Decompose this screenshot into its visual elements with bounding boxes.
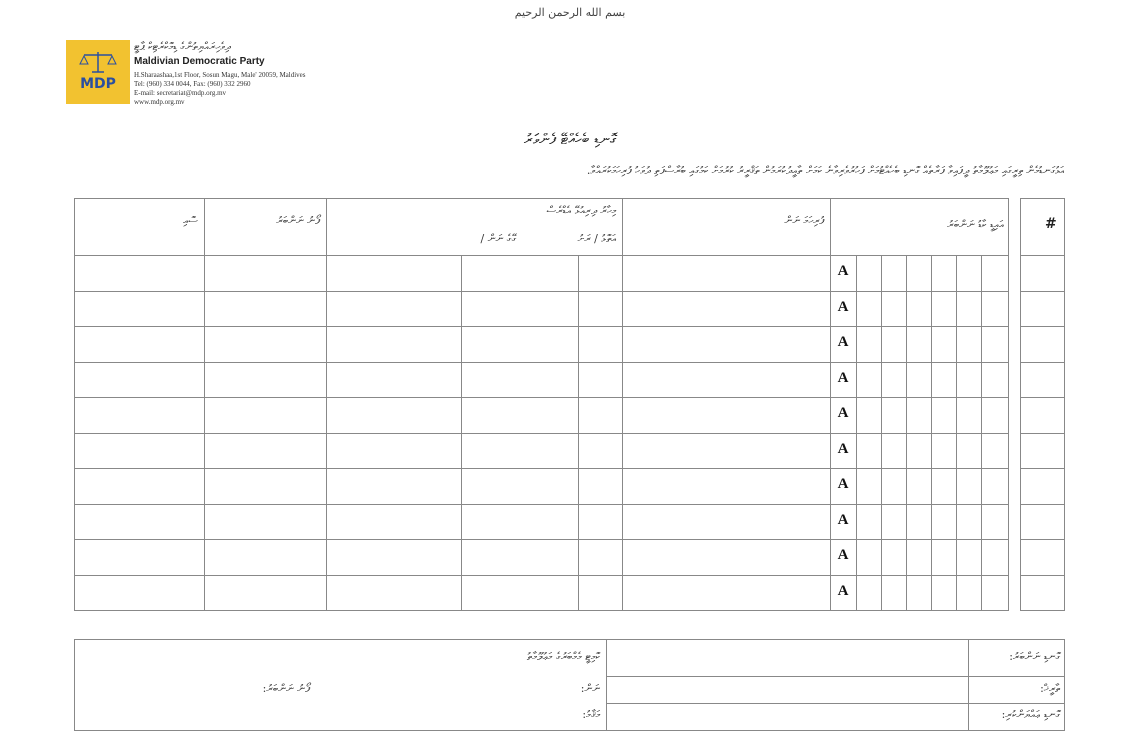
footer-phone-label: ފޯނު ނަންބަރު:	[262, 682, 310, 695]
footer-name-label: ނަން:	[580, 682, 600, 695]
footer-border	[74, 639, 75, 730]
row-line	[74, 362, 1009, 363]
scales-icon	[78, 50, 118, 74]
id-prefix-marker: A	[837, 405, 849, 421]
footer-row-line	[606, 703, 1065, 704]
id-prefix-marker: A	[837, 476, 849, 492]
footer-border	[1064, 639, 1065, 730]
table-border	[74, 610, 1009, 611]
logo-text: MDP	[80, 76, 116, 92]
row-line	[1020, 291, 1065, 292]
org-address: H.Sharaashaa,1st Floor, Sosun Magu, Male' 20059, Maldives	[134, 71, 306, 79]
row-line	[1020, 326, 1065, 327]
org-email: E-mail: secretariat@mdp.org.mv	[134, 89, 227, 97]
table-border	[74, 198, 75, 610]
row-line	[1020, 539, 1065, 540]
header-house-name: ގޭގެ ނަން /	[480, 232, 516, 245]
row-line	[74, 326, 1009, 327]
id-prefix-marker: A	[837, 369, 849, 386]
footer-border	[74, 639, 1065, 640]
column-divider	[622, 198, 623, 610]
table-border	[74, 198, 1009, 199]
id-prefix-marker: A	[837, 263, 849, 279]
row-line	[74, 468, 1009, 469]
number-col-border	[1020, 198, 1065, 199]
number-col-border	[1020, 198, 1021, 610]
org-header	[134, 40, 394, 107]
org-name-dhivehi: ދިވެހިރައްޔިތުންގެ ޑިމޮކްރެޓިކް ޕާޓީ	[134, 40, 231, 53]
row-line	[1020, 468, 1065, 469]
header-id-card: އައިޑީ ކާޑު ނަންބަރު	[947, 218, 1004, 231]
row-line	[74, 539, 1009, 540]
row-line	[1020, 362, 1065, 363]
header-atoll-island: އަތޮޅު / ރަށު	[577, 232, 616, 245]
number-col-border	[1020, 255, 1065, 256]
footer-committee-title: ކޮމިޓީ މެމްބަރުގެ މަޢުލޫމާތު	[526, 650, 600, 663]
id-prefix-marker: A	[837, 334, 849, 350]
footer-position-label: މަޤާމު:	[582, 708, 600, 721]
header-full-name: ފުރިހަމަ ނަން	[784, 214, 824, 227]
id-prefix-marker: A	[837, 547, 849, 563]
row-line	[1020, 433, 1065, 434]
column-divider	[326, 198, 327, 610]
row-line	[74, 575, 1009, 576]
table-border	[1008, 198, 1009, 610]
row-line	[1020, 504, 1065, 505]
row-line	[74, 433, 1009, 434]
number-col-border	[1020, 610, 1065, 611]
footer-border	[74, 730, 1065, 731]
org-website: www.mdp.org.mv	[134, 98, 185, 106]
row-line	[74, 504, 1009, 505]
bismillah: بسم الله الرحمن الرحيم	[514, 6, 626, 19]
footer-divider	[968, 639, 969, 730]
row-line	[74, 291, 1009, 292]
header-divider	[74, 255, 1009, 256]
org-phone: Tel: (960) 334 0044, Fax: (960) 332 2960	[134, 80, 251, 88]
form-instructions: އަޅުގަނޑުމެން ތިރީގައި މަޢުލޫމާތު ދީފައިވާ ފަރާތެއް ގޮނޑި ބެހެއްޓުމަށް ފަހުރުވެރިވާނެ ކަމަށް ތާއީދުކުރަމުން ތަޤްރީރު ކުރުމަށް ކަމުގައި ބުރާސްފަތި ދުވަހު ފުރިހަމަކުރައްވާ.	[586, 164, 1064, 177]
header-number: #	[1045, 216, 1057, 232]
row-line	[1020, 575, 1065, 576]
footer-divider	[606, 639, 607, 730]
header-signature: ސޮއި	[183, 214, 198, 227]
id-prefix-marker: A	[837, 582, 849, 599]
id-prefix-marker: A	[837, 511, 849, 528]
footer-row-line	[606, 676, 1065, 677]
row-line	[74, 397, 1009, 398]
mdp-logo	[66, 40, 130, 104]
footer-assigned-label: ގޮނޑި ޢައްޔަންކުރި:	[1001, 708, 1060, 721]
column-divider	[204, 198, 205, 610]
footer-received-number-label: ގޮނޑި ނަންބަރު:	[1009, 650, 1060, 663]
form-title: ގޮނޑި ބެހެއްޓޭ ފެންވަރު	[523, 130, 617, 148]
id-prefix-marker: A	[837, 440, 849, 457]
id-prefix-marker: A	[837, 298, 849, 315]
number-col-border	[1064, 198, 1065, 610]
row-line	[1020, 397, 1065, 398]
header-phone: ފޯނު ނަންބަރު	[276, 214, 320, 227]
footer-date-label: ތާރީޚް:	[1040, 682, 1060, 695]
org-name-english: Maldivian Democratic Party	[134, 56, 265, 67]
header-address: މިހާރު ދިރިއުޅޭ އެޑްރެސް	[546, 204, 616, 217]
